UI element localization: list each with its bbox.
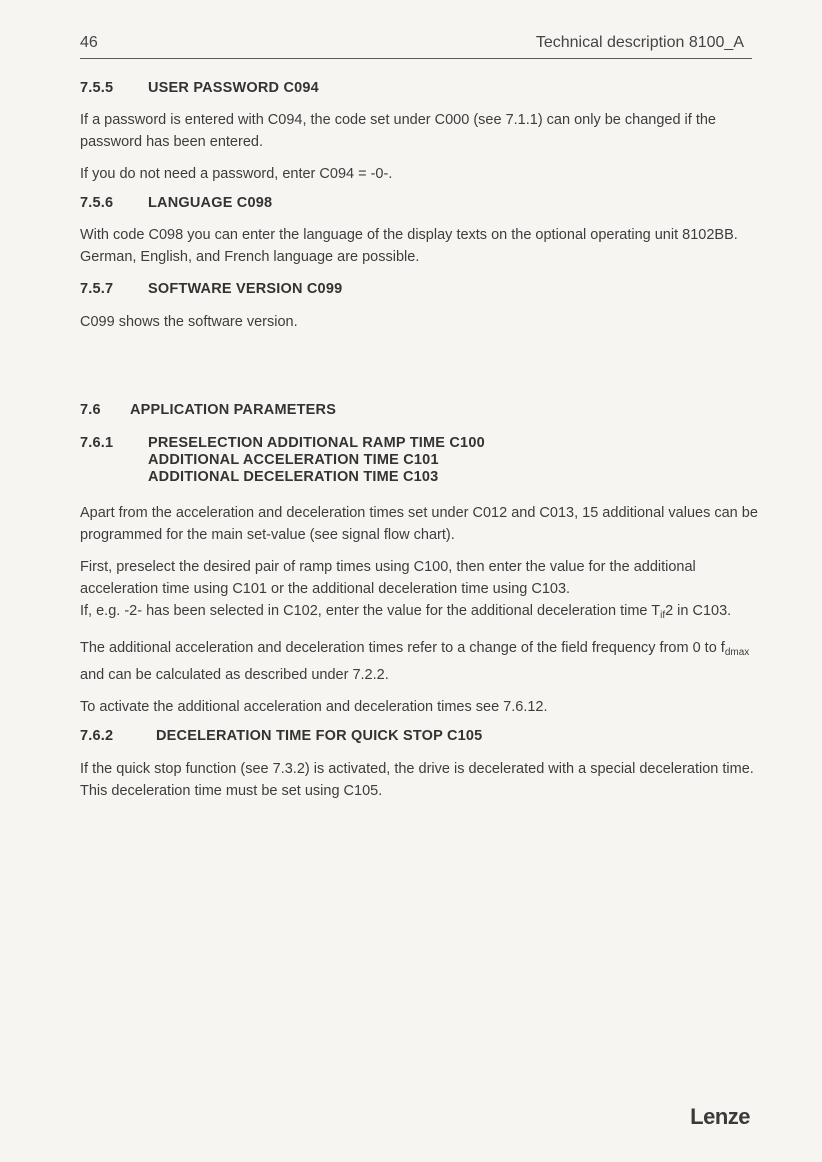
text-fragment: 2 in C103. bbox=[665, 603, 732, 619]
section-number: 7.5.6 bbox=[80, 195, 114, 211]
section-title: SOFTWARE VERSION C099 bbox=[148, 281, 343, 297]
paragraph: If the quick stop function (see 7.3.2) is activated, the drive is decelerated with a special deceleration time. This deceleration time must be set using C105. bbox=[80, 761, 754, 799]
paragraph: If you do not need a password, enter C094 = -0-. bbox=[80, 166, 393, 182]
page-number: 46 bbox=[80, 34, 98, 51]
paragraph bbox=[80, 600, 760, 627]
section-heading-7-5-5 bbox=[80, 80, 760, 96]
paragraph: Apart from the acceleration and deceleration times set under C012 and C013, 15 additional values can be programmed for the main set-value (see signal flow chart). bbox=[80, 505, 758, 543]
section-heading-7-6 bbox=[80, 402, 760, 418]
section-title: ADDITIONAL ACCELERATION TIME C101 bbox=[148, 452, 439, 468]
paragraph: If a password is entered with C094, the code set under C000 (see 7.1.1) can only be changed if the password has been entered. bbox=[80, 112, 716, 150]
section-number: 7.6 bbox=[80, 402, 101, 418]
paragraph: To activate the additional acceleration and deceleration times see 7.6.12. bbox=[80, 699, 548, 715]
section-title: APPLICATION PARAMETERS bbox=[130, 402, 337, 418]
paragraph bbox=[80, 637, 760, 686]
section-title: PRESELECTION ADDITIONAL RAMP TIME C100 bbox=[148, 435, 485, 451]
subscript: dmax bbox=[724, 647, 750, 658]
lenze-logo: Lenze bbox=[690, 1104, 750, 1129]
header-title: Technical description 8100_A bbox=[535, 34, 744, 51]
section-number: 7.6.1 bbox=[80, 435, 114, 451]
paragraph: First, preselect the desired pair of ramp times using C100, then enter the value for the additional acceleration time using C101 or the additional deceleration time using C103. bbox=[80, 559, 696, 597]
text-fragment: and can be calculated as described under 7.2.2. bbox=[80, 667, 389, 683]
paragraph: C099 shows the software version. bbox=[80, 314, 298, 330]
section-title: LANGUAGE C098 bbox=[148, 195, 273, 211]
section-heading-7-6-2 bbox=[80, 728, 760, 744]
section-titles bbox=[148, 435, 485, 486]
page-header bbox=[80, 32, 752, 59]
section-number: 7.6.2 bbox=[80, 728, 114, 744]
section-title: ADDITIONAL DECELERATION TIME C103 bbox=[148, 469, 439, 485]
section-title: USER PASSWORD C094 bbox=[148, 80, 319, 96]
paragraph: With code C098 you can enter the language of the display texts on the optional operating unit 8102BB. German, English, and French language are possible. bbox=[80, 227, 738, 265]
page-content bbox=[80, 80, 760, 802]
section-heading-7-5-6 bbox=[80, 195, 760, 211]
subscript: if bbox=[660, 610, 666, 621]
section-number: 7.5.5 bbox=[80, 80, 114, 96]
section-heading-7-6-1 bbox=[80, 435, 760, 486]
section-title: DECELERATION TIME FOR QUICK STOP C105 bbox=[156, 728, 483, 744]
text-fragment: The additional acceleration and deceleration times refer to a change of the field frequency from 0 to f bbox=[80, 640, 725, 656]
section-number: 7.5.7 bbox=[80, 281, 114, 297]
text-fragment: If, e.g. -2- has been selected in C102, enter the value for the additional deceleration time T bbox=[80, 603, 661, 619]
section-heading-7-5-7 bbox=[80, 281, 760, 297]
